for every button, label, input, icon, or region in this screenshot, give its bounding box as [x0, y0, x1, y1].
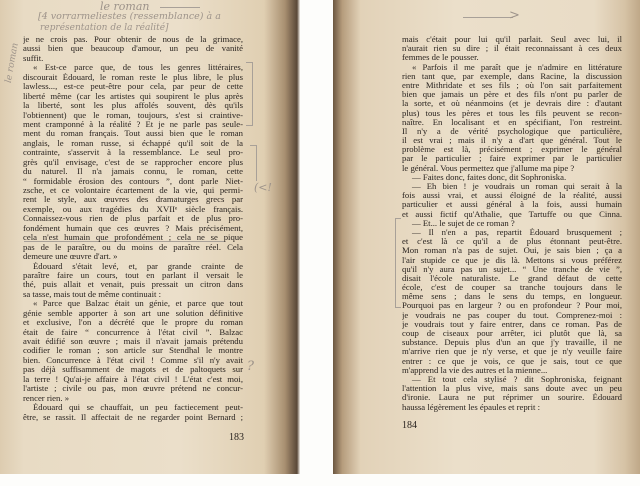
text-line: suffit.: [23, 53, 44, 63]
right-text-column: [402, 35, 622, 412]
margin-mark: (<!: [254, 181, 272, 194]
text-line: — Et tout cela stylisé ? dit Sophroniska, feignant: [412, 374, 622, 384]
text-line: contrainte, s'asservit à la ressemblance. Le seul pro-: [23, 148, 243, 158]
left-text-column: [23, 35, 243, 422]
margin-bracket: [250, 145, 257, 181]
pencil-arrow: [160, 7, 200, 8]
text-line: anglais, le roman russe, si échappé qu'il soit de la: [23, 138, 243, 148]
text-line: substance. Depuis plus d'un an que j'y travaille, il ne: [402, 338, 622, 348]
text-line: haussa légèrement les épaules et reprit :: [402, 402, 540, 412]
text-line: sa tasse, mais tout de même continuait :: [23, 289, 162, 299]
text-line: Pourquoi pas en largeur ? ou en profondeur ? Pour moi,: [402, 301, 622, 311]
text-line: ment cramponné à la réalité ? Et je ne parle pas seule-: [23, 119, 243, 129]
text-line: codifier le roman ; son article sur Stendhal le montre: [23, 346, 243, 356]
text-line: du naturel. Il n'a jamais connu, le roman, cette: [23, 167, 243, 177]
text-line: paraître faire un cours, tout en parlant il versait le: [23, 270, 243, 280]
text-line: Édouard qui se chauffait, un peu factiecement peut-: [33, 403, 243, 413]
arrow-head-icon: >: [509, 8, 520, 23]
text-line: grès qu'il envisage, c'est de se rapprocher encore plus: [23, 157, 243, 167]
page-number: 184: [402, 420, 417, 431]
text-line: je ne crois pas. Pour obtenir de nous de la grimace,: [23, 35, 243, 44]
text-line: était de faire “ concurrence à l'état civil ”. Balzac: [23, 327, 243, 337]
text-line: je voudrais tout y faire entrer, dans ce roman. Pas de: [402, 319, 622, 329]
text-line: génie semble apporter à son art une solution définitive: [23, 308, 243, 318]
text-line: le général. Vous permettez que j'allume ma pipe ?: [402, 163, 575, 173]
text-line: avait édifié son œuvre ; mais il n'avait jamais prétendu: [23, 337, 243, 346]
text-line: ment du roman français. Tout aussi bien que le roman: [23, 129, 243, 139]
text-line: lawless..., est-ce peut-être pour cela, par peur de cette: [23, 82, 243, 92]
pencil-arrow: [463, 17, 513, 18]
text-line: aussi bien que beaucoup d'amour, un peu de vanité: [23, 44, 243, 54]
text-line: d'ironie. Laura ne put réprimer un sourire. Édouard: [402, 393, 622, 403]
text-line: — Faites donc, faites donc, dit Sophroniska.: [412, 172, 567, 182]
text-line: liberté même (car les artistes qui soupirent le plus après: [23, 91, 243, 101]
handwritten-note-top: le roman: [100, 0, 150, 13]
text-line: « Parce que Balzac était un génie, et parce que tout: [33, 299, 243, 309]
text-line: “ formidable érosion des contours ”, dont parle Niet-: [23, 176, 243, 186]
text-line: disait l'école naturaliste. Le grand défaut de cette: [402, 273, 622, 283]
text-line: l'air stupide ce que je dis là. Mettons si vous préférez: [402, 255, 622, 265]
text-line: rien tant que, par exemple, dans Racine, la discussion: [402, 71, 622, 81]
text-line: plus) tous les pères et tous les fils peuvent se recon-: [402, 108, 622, 118]
text-line: Édouard s'était levé, et, par grande crainte de: [33, 261, 243, 271]
text-line: Il n'y a de vérité psychologique que particulière,: [402, 126, 622, 136]
text-line: — Il n'en a pas, repartit Édouard brusquement ;: [412, 227, 622, 237]
text-line: il est vrai ; mais il n'y a d'art que général. Tout le: [402, 136, 622, 146]
text-line: rent le style, aux œuvres des dramaturges grecs par: [23, 195, 243, 205]
text-line: particulier et aussi général à la fois, aussi humain: [402, 200, 622, 210]
text-line: bien. Concurrence à l'état civil ! Comme s'il n'y avait: [23, 355, 243, 365]
text-line: qu'il n'y aura pas un sujet... “ Une tranche de vie ”,: [402, 264, 622, 274]
text-line: fois aussi vrai, et aussi éloigné de la réalité, aussi: [402, 191, 622, 201]
text-line: et c'est là ce qu'il a de plus étonnant peut-être.: [402, 237, 622, 247]
text-line: — Eh bien ! je voudrais un roman qui serait à la: [412, 182, 622, 191]
text-line: bien que jamais un père et des fils n'ont pu parler de: [402, 90, 622, 100]
handwritten-note-bracket-2: représentation de la réalité]: [40, 23, 169, 33]
text-line: entre Mithridate et ses fils ; où l'on sait parfaitement: [402, 80, 622, 90]
text-line: — Et... le sujet de ce roman ?: [412, 218, 515, 228]
text-line: Mon roman n'a pas de sujet. Oui, je sais bien ; ça a: [402, 246, 622, 256]
text-line: rencer rien. »: [23, 393, 70, 403]
text-line: cela n'est humain que profondément ; cela ne se pique: [23, 233, 243, 243]
text-line: « Est-ce parce que, de tous les genres littéraires,: [33, 63, 243, 73]
text-line: l'attention la plus vive, mais sans doute avec un peu: [402, 384, 622, 394]
text-line: la sorte, et où néanmoins (et je devrais dire : d'autant: [402, 99, 622, 109]
text-line: école, c'est de couper sa tranche toujours dans le: [402, 283, 622, 293]
margin-question-mark: ?: [247, 359, 254, 374]
text-line: l'artiste ; civile ou pas, mon œuvre prétend ne concur-: [23, 384, 243, 394]
handwritten-note-bracket-1: [4 vorrarmeliestes (ressemblance) à a: [38, 11, 221, 22]
text-line: thé, puis allait et venait, puis pressait un citron dans: [23, 280, 243, 290]
text-line: m'arrive rien que je n'y verse, et que je n'y veuille faire: [402, 347, 622, 357]
text-line: fondément humain que ces œuvres ? Mais précisément,: [23, 223, 243, 233]
handwritten-margin-note: le roman: [3, 42, 21, 84]
text-line: la terre ! Qu'ai-je affaire à l'état civil ! L'état c'est moi,: [23, 374, 243, 384]
text-line: même sens ; dans le sens du temps, en longueur.: [402, 292, 622, 302]
left-book-page: [0, 0, 300, 474]
margin-bracket: [395, 218, 401, 308]
text-line: demeure une œuvre d'art. »: [23, 252, 118, 262]
text-line: la liberté, sont les plus affolés souvent, dès qu'ils: [23, 101, 243, 111]
text-line: être, se rassit. Il affectait de ne regarder point Bernard ;: [23, 412, 243, 422]
text-line: problème est là, précisément ; exprimer le général: [402, 145, 622, 155]
text-line: et aussi fictif qu'Athalie, que Tartuffe ou que Cinna.: [402, 209, 622, 219]
text-line: mais c'était pour lui qu'il parlait. Seul avec lui, il: [402, 35, 622, 44]
text-line: et exclusive, l'on a décrété que le propre du roman: [23, 318, 243, 328]
text-line: l'obtiennent) que le roman, toujours, s'est si craintive-: [23, 110, 243, 120]
text-line: pas de le paraître, ou du moins de paraître réel. Cela: [23, 242, 243, 252]
text-line: coup de ciseaux pour arrêter, ici plutôt que là, sa: [402, 329, 622, 338]
text-line: zsche, et ce volontaire écartement de la vie, qui permi-: [23, 186, 243, 195]
text-line: femmes de le pousser.: [402, 53, 479, 63]
text-line: pas déjà suffisamment de magots et de paltoquets sur: [23, 365, 243, 375]
text-line: naître. En localisant et en spécifiant, l'on restreint.: [402, 117, 622, 127]
text-line: m'apprend la vie des autres et la mienne...: [402, 365, 548, 375]
text-line: « Parfois il me paraît que je n'admire en littérature: [412, 62, 622, 72]
right-book-page: [333, 0, 640, 474]
text-line: je voudrais ne pas couper du tout. Comprenez-moi :: [402, 310, 622, 320]
text-line: Connaissez-vous rien de plus parfait et de plus pro-: [23, 214, 243, 224]
text-line: par le particulier ; faire exprimer par le particulier: [402, 154, 622, 164]
text-line: n'aurait rien su dire ; il était reconnaissant à ces deux: [402, 44, 622, 54]
text-line: discourait Édouard, le roman reste le plus libre, le plus: [23, 72, 243, 82]
text-line: entrer : ce que je vois, ce que je sais, tout ce que: [402, 356, 622, 366]
margin-bracket: [246, 62, 253, 126]
text-line: exemple, ou aux tragédies du XVIIᵉ siècle français.: [23, 204, 243, 214]
page-number: 183: [229, 432, 244, 443]
